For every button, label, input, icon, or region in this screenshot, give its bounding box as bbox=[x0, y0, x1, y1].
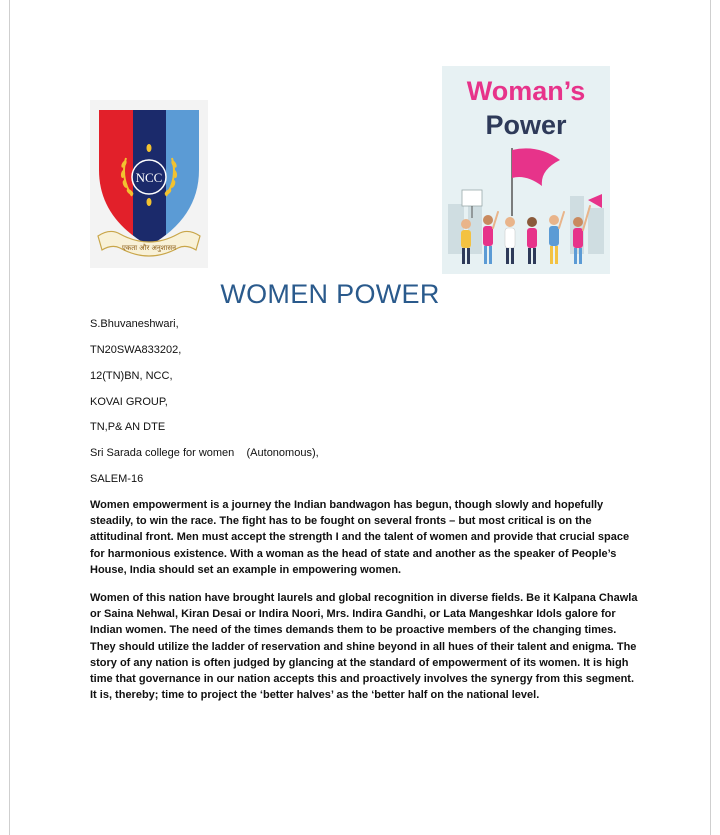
body-paragraph-1: Women empowerment is a journey the Indian bandwagon has begun, though slowly and hopefully steadily, to win the race. The fight has to be fought on several fronts – but most critical is on the attitudinal front. Men must accept the strength I and the talent of women and provide that crucial space for harmonious existence. With a woman as the head of state and another as the speaker of People’s House, India should set an example in empowering women. bbox=[90, 499, 630, 576]
page-left-edge bbox=[9, 0, 10, 835]
body-paragraph-2: Women of this nation have brought laurels and global recognition in diverse fields. Be it Kalpana Chawla or Saina Nehwal, Kiran Desai or Indira Noori, Mrs. Indira Gandhi, or Lata Mangeshkar Idols galore for Indian women. The need of the times demands them to be proactive members of the changing times. They should utilize the ladder of reservation and shine beyond in all hues of their talent and enigma. The story of any nation is often judged by glancing at the standard of empowerment of its women. It is high time that governance in our nation accepts this and proactively involves the synergy from this segment. It is, thereby; time to project the ‘better halves’ as the ‘better half on the national level. bbox=[90, 592, 638, 702]
address-line-group: KOVAI GROUP, bbox=[90, 396, 168, 408]
address-line-city: SALEM-16 bbox=[90, 473, 144, 485]
poster-title-line2: Power bbox=[485, 110, 567, 140]
ncc-emblem-text: NCC bbox=[135, 170, 163, 185]
address-line-name: S.Bhuvaneshwari, bbox=[90, 318, 179, 330]
address-line-battalion: 12(TN)BN, NCC, bbox=[90, 370, 173, 382]
ncc-motto: एकता और अनुशासन bbox=[122, 244, 176, 252]
womans-power-poster bbox=[442, 66, 610, 274]
address-line-regno: TN20SWA833202, bbox=[90, 344, 182, 356]
address-line-directorate: TN,P& AN DTE bbox=[90, 421, 166, 433]
women-rally-illustration-icon bbox=[442, 146, 610, 274]
page-right-edge bbox=[710, 0, 711, 835]
ncc-emblem-icon bbox=[90, 100, 208, 268]
ncc-logo bbox=[90, 100, 208, 268]
document-title: WOMEN POWER bbox=[220, 279, 440, 309]
poster-title-line1: Woman’s bbox=[466, 76, 586, 106]
address-line-college: Sri Sarada college for women (Autonomous), bbox=[90, 447, 319, 459]
